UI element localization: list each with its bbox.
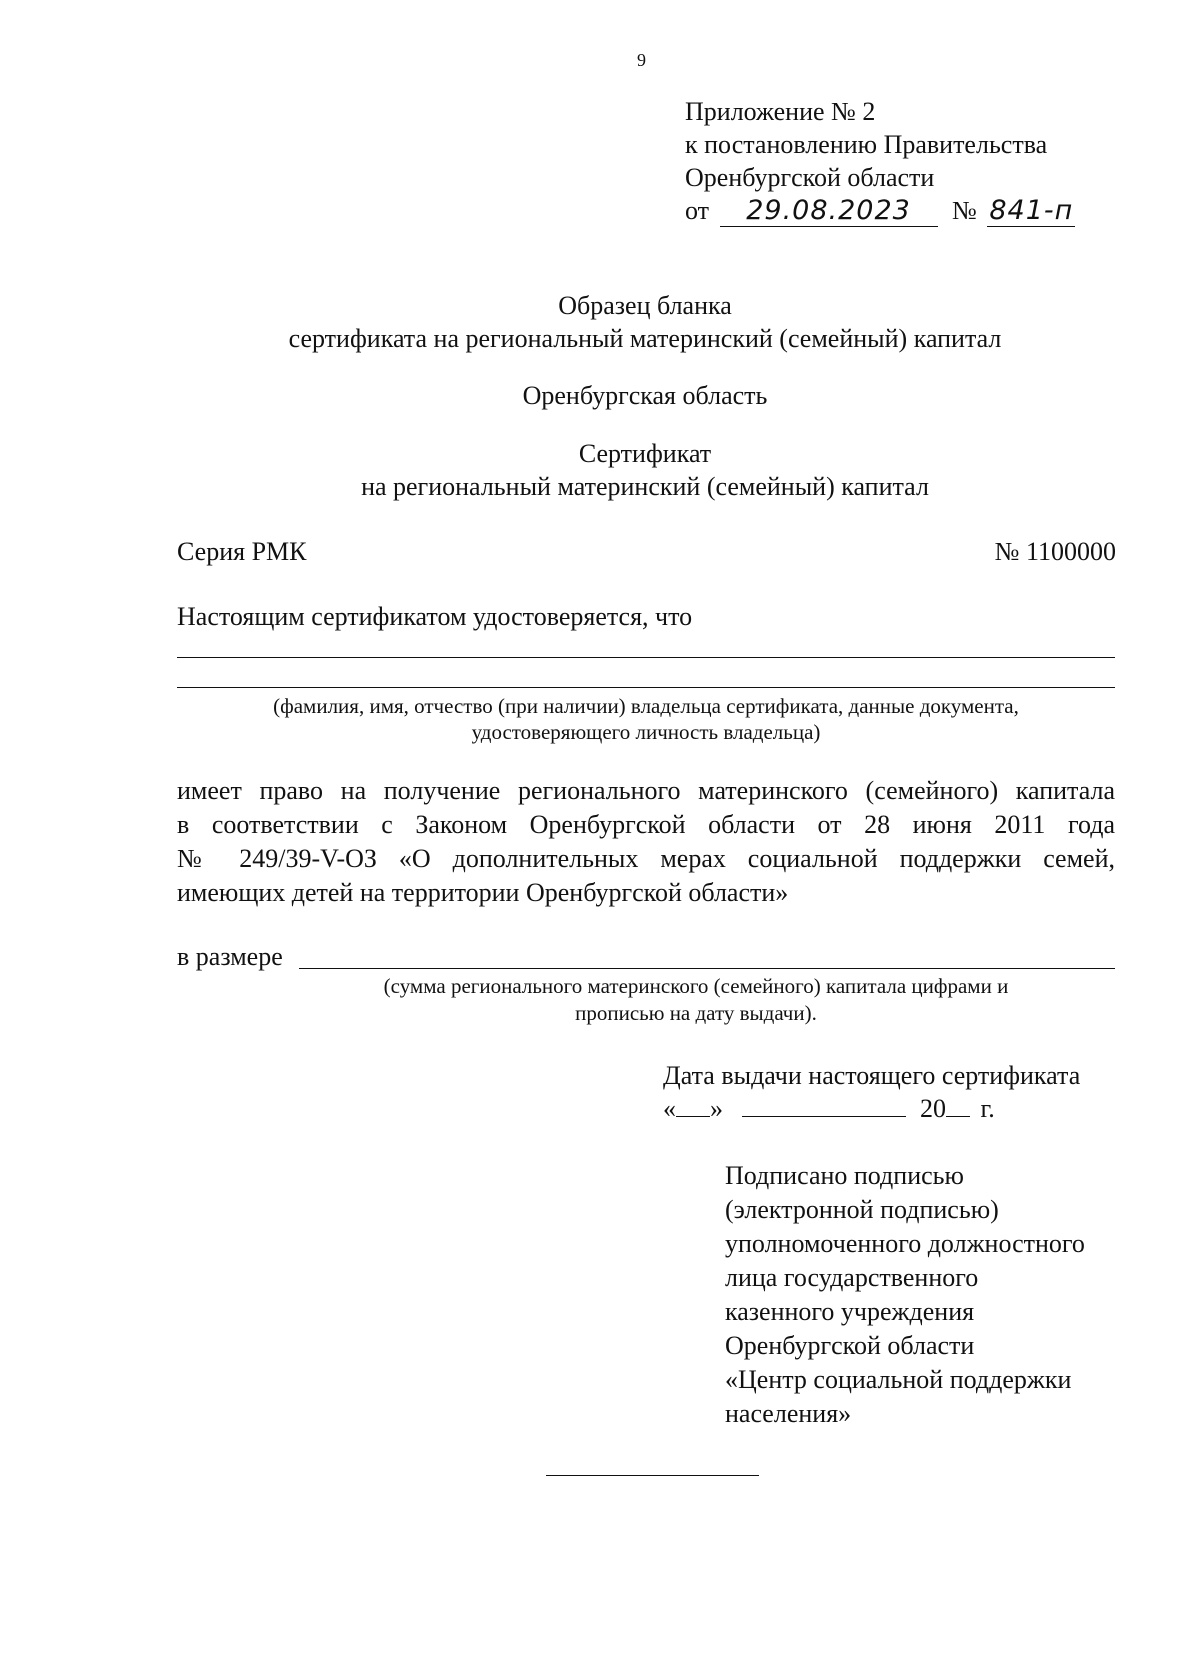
region-title: Оренбургская область xyxy=(522,381,768,410)
handwritten-number: 841-п xyxy=(987,196,1075,227)
certificate-title: Сертификат xyxy=(578,439,712,468)
issue-date-label: Дата выдачи настоящего сертификата xyxy=(663,1061,1081,1090)
heading-line-2: сертификата на региональный материнский (семейный) капитал xyxy=(288,324,1002,353)
blank-year xyxy=(946,1094,970,1117)
certificate-subtitle: на региональный материнский (семейный) капитал xyxy=(361,472,929,501)
body-line-3: № 249/39-V-ОЗ «О дополнительных мерах социальной поддержки семей, xyxy=(177,844,1115,873)
year-prefix: 20 xyxy=(920,1094,946,1123)
appendix-date-line xyxy=(685,196,1075,227)
blank-line-owner-1 xyxy=(177,657,1115,658)
signature-line-3: уполномоченного должностного xyxy=(725,1229,1085,1258)
issue-date-line xyxy=(663,1094,995,1124)
day-quote-close: » xyxy=(710,1094,723,1123)
blank-line-owner-2 xyxy=(177,687,1115,688)
signature-line-6: Оренбургской области xyxy=(725,1331,975,1360)
blank-month xyxy=(742,1094,906,1117)
attest-intro: Настоящим сертификатом удостоверяется, что xyxy=(177,602,693,631)
amount-label: в размере xyxy=(177,942,283,971)
signature-line-5: казенного учреждения xyxy=(725,1297,975,1326)
signature-line-8: населения» xyxy=(725,1399,852,1428)
signature-line-7: «Центр социальной поддержки xyxy=(725,1365,1072,1394)
body-line-1: имеет право на получение регионального материнского (семейного) капитала xyxy=(177,776,1115,805)
page-number: 9 xyxy=(637,50,646,70)
appendix-line-3: Оренбургской области xyxy=(685,163,935,192)
appendix-line-2: к постановлению Правительства xyxy=(685,130,1048,159)
year-suffix: г. xyxy=(980,1094,995,1123)
handwritten-date: 29.08.2023 xyxy=(720,196,938,227)
appendix-line-1: Приложение № 2 xyxy=(685,97,876,126)
amount-caption-line-1: (сумма регионального материнского (семейного) капитала цифрами и xyxy=(383,974,1009,998)
series-label: Серия РМК xyxy=(177,537,307,566)
owner-caption-line-2: удостоверяющего личность владельца) xyxy=(471,720,821,744)
day-quote-open: « xyxy=(663,1094,676,1123)
signature-line-1: Подписано подписью xyxy=(725,1161,964,1190)
amount-caption-line-2: прописью на дату выдачи). xyxy=(575,1001,817,1025)
date-prefix: от xyxy=(685,196,710,225)
owner-caption-line-1: (фамилия, имя, отчество (при наличии) владельца сертификата, данные документа, xyxy=(273,694,1019,718)
body-line-2: в соответствии с Законом Оренбургской области от 28 июня 2011 года xyxy=(177,810,1115,839)
heading-line-1: Образец бланка xyxy=(558,291,732,320)
blank-day xyxy=(676,1094,710,1117)
closing-divider xyxy=(546,1475,759,1476)
blank-line-amount xyxy=(299,968,1115,969)
signature-line-2: (электронной подписью) xyxy=(725,1195,999,1224)
body-line-4: имеющих детей на территории Оренбургской области» xyxy=(177,878,789,907)
number-prefix: № xyxy=(952,196,977,225)
signature-line-4: лица государственного xyxy=(725,1263,979,1292)
certificate-number: № 1100000 xyxy=(994,537,1116,566)
